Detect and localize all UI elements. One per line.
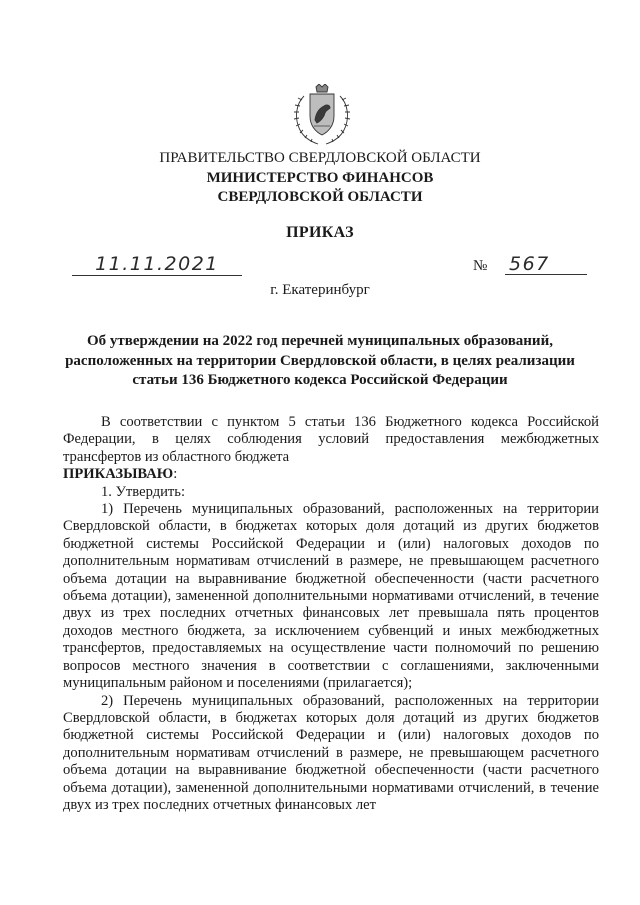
letterhead-region: СВЕРДЛОВСКОЙ ОБЛАСТИ	[217, 189, 423, 205]
coat-of-arms-emblem	[290, 84, 354, 146]
city-line: г. Екатеринбург	[270, 282, 370, 298]
order-word: ПРИКАЗЫВАЮ	[63, 466, 174, 483]
letterhead	[0, 149, 640, 208]
letterhead-ministry: МИНИСТЕРСТВО ФИНАНСОВ	[206, 169, 434, 186]
handwritten-date: 11.11.2021	[95, 253, 219, 275]
item-1: 1. Утвердить:	[101, 483, 186, 500]
subitem-2: 2) Перечень муниципальных образований, расположенных на территории Свердловской области, в бюджетах которых доля дотаций из других бюджетов бюджетной системы Российской Федерации и (или) налоговых доходов по дополнительным нормативам отчислений в размере, не превышающем расчетного объема дотации на выравнивание бюджетной обеспеченности (части расчетного объема дотации), замененной дополнительными нормативами отчислений, в течение двух из трех последних отчетных финансовых лет	[63, 692, 599, 813]
preamble-paragraph: В соответствии с пунктом 5 статьи 136 Бюджетного кодекса Российской Федерации, в целях соблюдения условий предоставления межбюджетных трансфертов из областного бюджета	[63, 414, 599, 465]
date-field	[72, 253, 242, 276]
subitem-1: 1) Перечень муниципальных образований, расположенных на территории Свердловской области, в бюджетах которых доля дотаций из других бюджетов бюджетной системы Российской Федерации и (или) налоговых доходов по дополнительным нормативам отчислений в размере, не превышающем расчетного объема дотации на выравнивание бюджетной обеспеченности (части расчетного объема дотации), замененной дополнительными нормативами отчислений, в течение двух из трех последних отчетных финансовых лет превышала пять процентов доходов местного бюджета, за исключением субвенций и иных межбюджетных трансфертов, предоставляемых на осуществление части полномочий по решению вопросов местного значения в соответствии с соглашениями, заключенными муниципальным районом и поселениями (прилагается);	[63, 501, 599, 692]
document-body	[63, 414, 599, 814]
document-title: Об утверждении на 2022 год перечней муниципальных образований, расположенных на территории Свердловской области, в целях реализации статьи 136 Бюджетного кодекса Российской Федерации	[65, 333, 575, 388]
number-label: №	[473, 258, 488, 274]
order-line: ПРИКАЗЫВАЮ:	[63, 466, 178, 483]
letterhead-government: ПРАВИТЕЛЬСТВО СВЕРДЛОВСКОЙ ОБЛАСТИ	[159, 150, 481, 166]
document-type: ПРИКАЗ	[286, 224, 354, 241]
number-field	[505, 253, 587, 275]
handwritten-number: 567	[509, 253, 550, 275]
